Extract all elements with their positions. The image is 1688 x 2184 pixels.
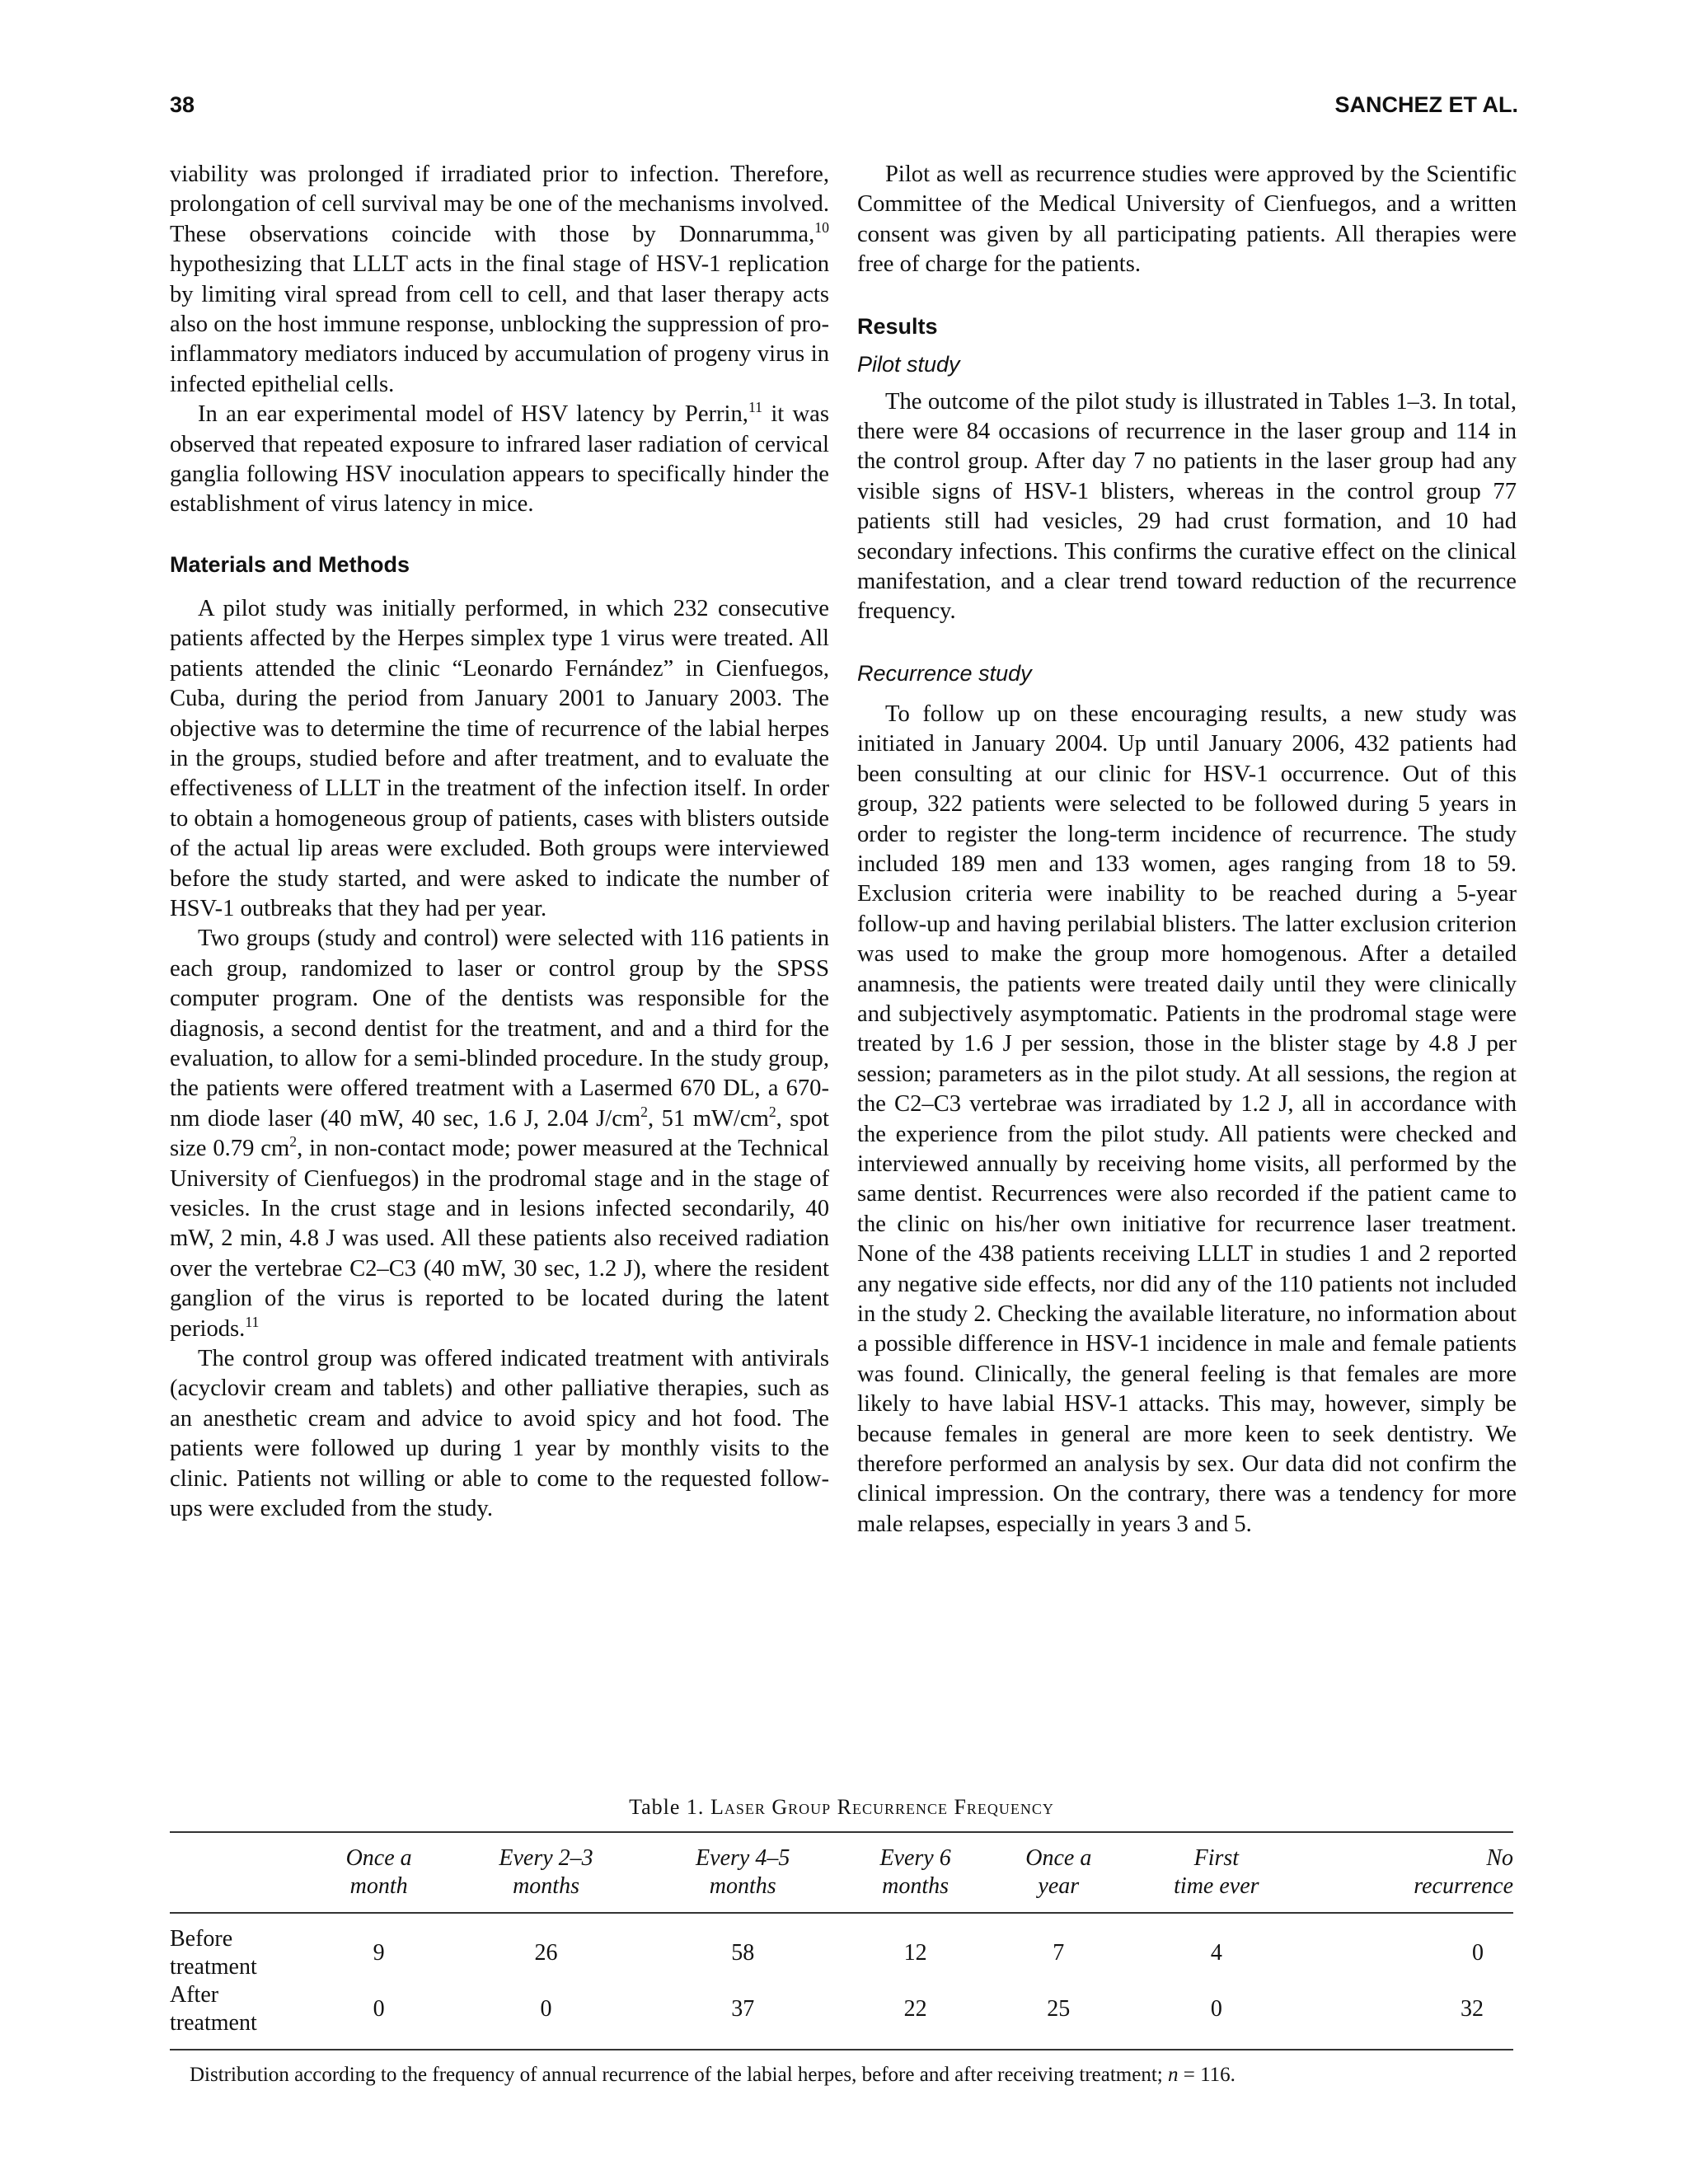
- header-cell-empty: [170, 1832, 310, 1913]
- cell: 37: [645, 1981, 842, 2050]
- subsection-heading-pilot: Pilot study: [857, 351, 960, 377]
- text: Two groups (study and control) were selected with 116 patients in each group, randomized to laser or control group by the SPSS computer program. One of the dentists was responsible for the diagnosis, a second dentist for the treatment, and and a third for the evaluation, to allow for a semi-blinded procedure. In the study group, the patients were offered treatment with a Lasermed 670 DL, a 670-nm diode laser (40 mW, 40 sec, 1.6 J, 2.04 J/cm: [170, 926, 829, 1132]
- table-1: [170, 1795, 1513, 2087]
- section-heading-results: Results: [857, 313, 938, 339]
- row-label: Before treatment: [170, 1926, 257, 1980]
- paragraph: A pilot study was initially performed, in which 232 consecutive patients affected by the Herpes simplex type 1 virus were treated. All patients attended the clinic “Leonardo Fernández” in Cienfuegos, Cuba, during the period from January 2001 to January 2003. The objective was to determine the time of recurrence of the labial herpes in the groups, studied before and after treatment, and to evaluate the effectiveness of LLLT in the treatment of the infection itself. In order to obtain a homogeneous group of patients, cases with blisters outside of the actual lip areas were excluded. Both groups were interviewed before the study started, and were asked to indicate the number of HSV-1 outbreaks that they had per year.: [170, 595, 829, 921]
- paragraph: [170, 400, 829, 520]
- table-title: [170, 1795, 1513, 1820]
- text: , 51 mW/cm: [647, 1105, 769, 1132]
- right-column: [857, 160, 1517, 1540]
- text: viability was prolonged if irradiated prior to infection. Therefore, prolongation of cell survival may be one of the mechanisms involved. These observations coincide with those by Donnarumma,: [170, 162, 829, 247]
- cell: 7: [1053, 1940, 1065, 1966]
- column-header: First time ever: [1128, 1832, 1306, 1913]
- running-header: [170, 92, 1518, 118]
- citation: 10: [814, 218, 829, 236]
- paragraph: The control group was offered indicated treatment with antivirals (acyclovir cream and tablets) and other palliative therapies, such as an anesthetic cream and advice to avoid spicy and hot food. The patients were followed up during 1 year by monthly visits to the clinic. Patients not willing or able to come to the requested follow-ups were excluded from the study.: [170, 1346, 829, 1522]
- cell: 0: [1472, 1940, 1484, 1966]
- table-row: [170, 1981, 1513, 2050]
- column-header: Once a month: [310, 1832, 448, 1913]
- cell: 9: [373, 1940, 385, 1966]
- column-header: Every 2–3 months: [448, 1832, 645, 1913]
- column-header: Once a year: [990, 1832, 1128, 1913]
- paragraph: Pilot as well as recurrence studies were approved by the Scientific Committee of the Medical University of Cienfuegos, and a written consent was given by all participating patients. All therapies were free of charge for the patients.: [857, 162, 1517, 278]
- cell: 0: [1128, 1981, 1306, 2050]
- subsection-heading-recurrence: Recurrence study: [857, 660, 1032, 686]
- citation: 11: [748, 399, 763, 416]
- left-column: [170, 160, 829, 1524]
- page-number: 38: [170, 92, 195, 117]
- paragraph: [170, 924, 829, 1344]
- table-caption: [170, 2064, 1513, 2087]
- cell: 26: [534, 1940, 558, 1966]
- paragraph: The outcome of the pilot study is illustrated in Tables 1–3. In total, there were 84 occasions of recurrence in the laser group and 114 in the control group. After day 7 no patients in the laser group had any visible signs of HSV-1 blisters, whereas in the control group 77 patients still had vesicles, 29 had crust formation, and 10 had secondary infections. This confirms the curative effect on the clinical manifestation, and a clear trend toward reduction of the recurrence frequency.: [857, 388, 1517, 625]
- paragraph: [170, 160, 829, 400]
- superscript: 2: [289, 1133, 298, 1151]
- caption-text: Distribution according to the frequency of annual recurrence of the labial herpes, before and after receiving treatment;: [190, 2064, 1168, 2086]
- section-heading-methods: Materials and Methods: [170, 551, 410, 577]
- paragraph: To follow up on these encouraging results, a new study was initiated in January 2004. Up until January 2006, 432 patients had been consulting at our clinic for HSV-1 occurrence. Out of this group, 322 patients were selected to be followed during 5 years in order to register the long-term incidence of recurrence. The study included 189 men and 133 women, ages ranging from 18 to 59. Exclusion criteria were inability to be reached during a 5-year follow-up and having perilabial blisters. The latter exclusion criterion was used to make the group more homogenous. After a detailed anamnesis, the patients were treated daily until they were clinically and subjectively asymptomatic. Patients in the prodromal stage were treated by 1.6 J per session, those in the blister stage by 4.8 J per session; parameters as in the pilot study. At all sessions, the region at the C2–C3 vertebrae was irradiated by 1.2 J, all in accordance with the experience from the pilot study. All patients were checked and interviewed annually by receiving home visits, all performed by the same dentist. Recurrences were also recorded if the patient came to the clinic on his/her own initiative for recurrence laser treatment. None of the 438 patients receiving LLLT in studies 1 and 2 reported any negative side effects, nor did any of the 110 patients not included in the study 2. Checking the available literature, no information about a possible difference in HSV-1 incidence in male and female patients was found. Clinically, the general feeling is that females are more likely to have labial HSV-1 attacks. This may, however, simply be because females in general are more keen to seek dentistry. We therefore performed an analysis by sex. Our data did not confirm the clinical impression. On the contrary, there was a tendency for more male relapses, especially in years 3 and 5.: [857, 701, 1517, 1537]
- text: In an ear experimental model of HSV latency by Perrin,: [198, 401, 748, 428]
- text: hypothesizing that LLLT acts in the final stage of HSV-1 replication by limiting viral spread from cell to cell, and that laser therapy acts also on the host immune response, unblocking the suppression of pro-inflammatory mediators induced by accumulation of progeny virus in infected epithelial cells.: [170, 251, 829, 397]
- superscript: 2: [640, 1103, 648, 1120]
- row-label: After treatment: [170, 1981, 310, 2050]
- column-header: Every 6 months: [842, 1832, 990, 1913]
- table-row: [170, 1913, 1513, 1981]
- table-title-text: Laser Group Recurrence Frequency: [710, 1795, 1054, 1819]
- cell: 4: [1210, 1940, 1222, 1966]
- cell: 12: [903, 1940, 927, 1966]
- text: , spot size 0.79 cm: [170, 1105, 829, 1162]
- cell: 32: [1306, 1981, 1513, 2050]
- superscript: 2: [768, 1103, 776, 1120]
- text: , in non-contact mode; power measured at the Technical University of Cienfuegos) in the prodromal stage and in the stage of vesicles. In the crust stage and in lesions infected secondarily, 40 mW, 2 min, 4.8 J was used. All these patients also received radiation over the vertebrae C2–C3 (40 mW, 30 sec, 1.2 J), where the resident ganglion of the virus is reported to be located during the latent periods.: [170, 1136, 829, 1342]
- running-head: SANCHEZ ET AL.: [1334, 92, 1518, 117]
- caption-n: n: [1167, 2064, 1179, 2086]
- citation: 11: [245, 1313, 260, 1330]
- caption-n-value: = 116.: [1178, 2064, 1236, 2086]
- cell: 0: [448, 1981, 645, 2050]
- text: it was observed that repeated exposure to infrared laser radiation of cervical ganglia following HSV inoculation appears to specifically hinder the establishment of virus latency in mice.: [170, 401, 830, 518]
- cell: 58: [731, 1940, 755, 1966]
- table-label: Table 1.: [629, 1795, 705, 1819]
- column-header: Every 4–5 months: [645, 1832, 842, 1913]
- cell: 0: [310, 1981, 448, 2050]
- cell: 22: [842, 1981, 990, 2050]
- recurrence-table: [170, 1831, 1513, 2050]
- column-header: No recurrence: [1306, 1832, 1513, 1913]
- cell: 25: [990, 1981, 1128, 2050]
